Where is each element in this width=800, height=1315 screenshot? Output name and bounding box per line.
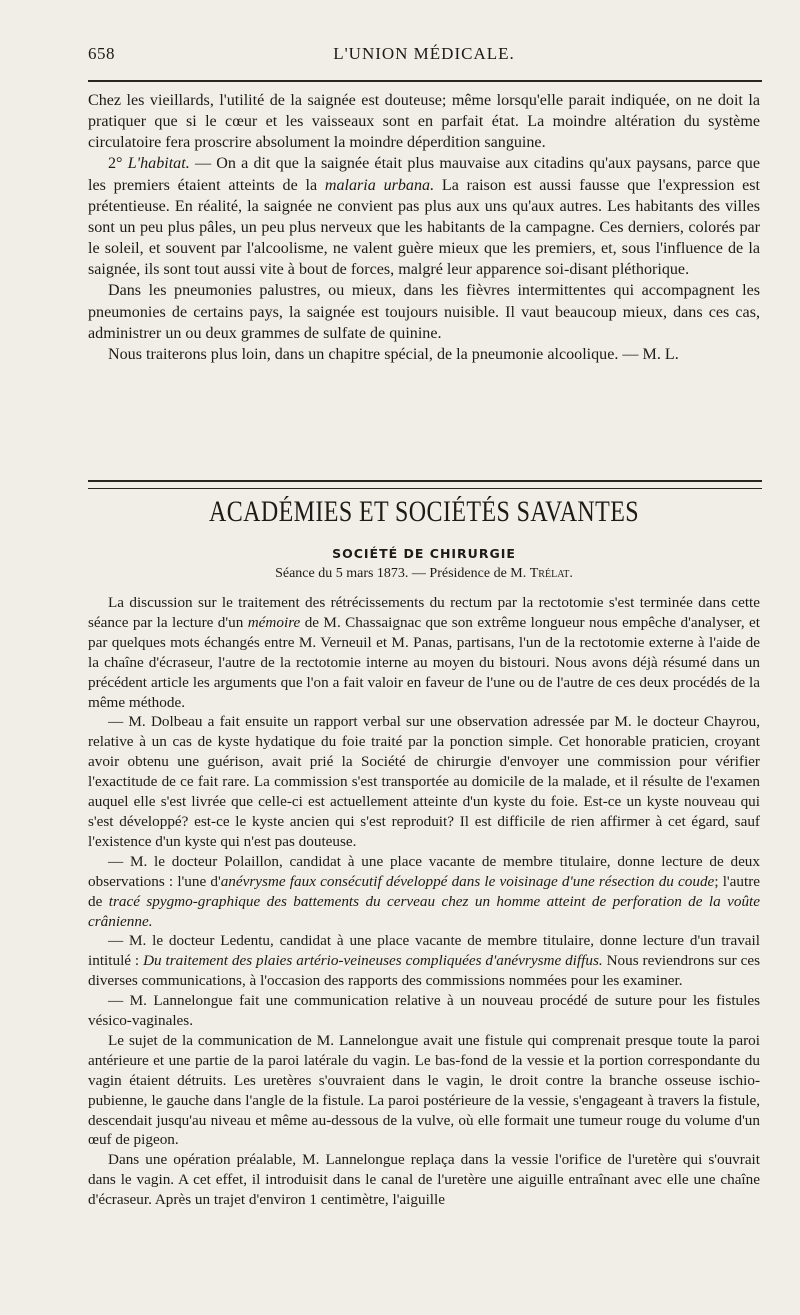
minutes-fistula-case: Le sujet de la communication de M. Lannelongue avait une fistule qui comprenait presque toute la paroi antérieure et une partie de la paroi latérale du vagin. Le bas-fond de la vessie et la portion correspondante du vagin étaient détruits. Les uretères s'ouvraient dans le vagin, le droit contre la branche osseuse ischio-pubienne, le gauche dans l'angle de la fistule. La paroi postérieure de la vessie, s'engageant à travers la fistule, descendait jusqu'au niveau et même au-dessous de la vulve, où elle formait une tumeur rouge du volume d'un œuf de pigeon.: [88, 1031, 760, 1149]
paragraph-signature: Nous traiterons plus loin, dans un chapitre spécial, de la pneumonie alcoolique. — M. L.: [108, 345, 679, 363]
president-name: Trélat: [529, 566, 570, 581]
habitat-heading: L'habitat.: [127, 155, 190, 173]
malaria-term: malaria urbana.: [324, 176, 435, 194]
journal-title: L'UNION MÉDICALE.: [333, 44, 515, 63]
paragraph-elderly: Chez les vieillards, l'utilité de la saignée est douteuse; même lorsqu'elle parait indiquée, on ne doit la pratiquer que si le cœur et les vaisseaux sont en parfait état. La moindre altération du système circulatoire fera proscrire absolument la moindre déperdition sanguine.: [88, 92, 760, 152]
paragraph-habitat: 2° L'habitat. — On a dit que la saignée était plus mauvaise aux citadins qu'aux paysans, parce que les premiers étaient atteints de la malaria urbana. La raison est aussi fausse que l'expression est prétentieuse. En réalité, la saignée ne convient pas plus aux uns qu'aux autres. Les habitants des villes sont un peu plus pâles, un peu plus nerveux que les habitants de la campagne. Ces derniers, colorés par le soleil, et souvent par l'alcoolisme, ne valent guère mieux que les premiers, et, sous l'influence de la saignée, ils sont tout aussi vite à bout de forces, malgré leur apparence soi-disant pléthorique.: [88, 155, 761, 279]
section-divider: [88, 480, 762, 489]
minutes-dolbeau: — M. Dolbeau a fait ensuite un rapport verbal sur une observation adressée par M. le docteur Chayrou, relative à un cas de kyste hydatique du foie traité par la ponction simple. Cet honorable praticien, croyant avoir obtenu une guérison, avait prié la Société de chirurgie d'envoyer une commission pour vérifier l'exactitude de ce fait rare. La commission s'est transportée au domicile de la malade, et il résulte de l'examen auquel elle s'est livrée que celle-ci est actuellement atteinte d'un kyste du foie. Est-ce un kyste nouveau qui s'est développé? est-ce le kyste ancien qui s'est reproduit? Il est difficile de rien affirmer à cet égard, sauf l'existence d'un kyste qui n'est pas douteuse.: [88, 713, 760, 850]
minutes-polaillon: — M. le docteur Polaillon, candidat à une place vacante de membre titulaire, donne lecture de deux observations : l'une d'anévrysme faux consécutif développé dans le voisinage d'une résection du coude; l'autre de tracé spygmo-graphique des battements du cerveau chez un homme atteint de perforation de la voûte crânienne.: [88, 852, 761, 930]
paragraph-pneumonia: Dans les pneumonies palustres, ou mieux, dans les fièvres intermittentes qui accompagnent les pneumonies de certains pays, la saignée est toujours nuisible. Il vaut beaucoup mieux, dans ces cas, administrer un ou deux grammes de sulfate de quinine.: [88, 282, 760, 342]
session-minutes: [88, 593, 760, 1210]
section-title: ACADÉMIES ET SOCIÉTÉS SAVANTES: [208, 496, 640, 529]
minutes-lannelongue: — M. Lannelongue fait une communication relative à un nouveau procédé de suture pour les fistules vésico-vaginales.: [88, 992, 760, 1030]
minutes-operation: Dans une opération préalable, M. Lannelongue replaça dans la vessie l'orifice de l'uretère qui s'ouvrait dans le vagin. A cet effet, il introduisit dans le canal de l'uretère une aiguille entraînant avec elle une chaîne d'écraseur. Après un trajet d'environ 1 centimètre, l'aiguille: [88, 1151, 760, 1209]
session-line: Séance du 5 mars 1873. — Présidence de M. Trélat.: [275, 566, 573, 581]
page-number: 658: [88, 44, 115, 63]
society-title: SOCIÉTÉ DE CHIRURGIE: [332, 546, 516, 561]
minutes-ledentu: — M. le docteur Ledentu, candidat à une place vacante de membre titulaire, donne lecture d'un travail intitulé : Du traitement des plaies artério-veineuses compliquées d'anévrysme diffus. Nous reviendrons sur ces diverses communications, à l'occasion des rapports des commissions nommées pour les examiner.: [88, 932, 761, 990]
running-head: [88, 0, 760, 63]
header-rule: [88, 80, 762, 82]
minutes-rectotomy: La discussion sur le traitement des rétrécissements du rectum par la rectotomie s'est terminée dans cette séance par la lecture d'un mémoire de M. Chassaignac que son extrême longueur nous empêche d'analyser, et par quelques mots échangés entre M. Verneuil et M. Panas, partisans, l'un de la rectotomie externe à l'aide de la chaîne d'écraseur, l'autre de la rectotomie interne au moyen du bistouri. Nous avons déjà résumé dans un précédent article les arguments que l'on a fait valoir en faveur de l'une ou de l'autre de ces deux procédés de la même méthode.: [88, 594, 760, 711]
article-continuation: [88, 90, 760, 365]
